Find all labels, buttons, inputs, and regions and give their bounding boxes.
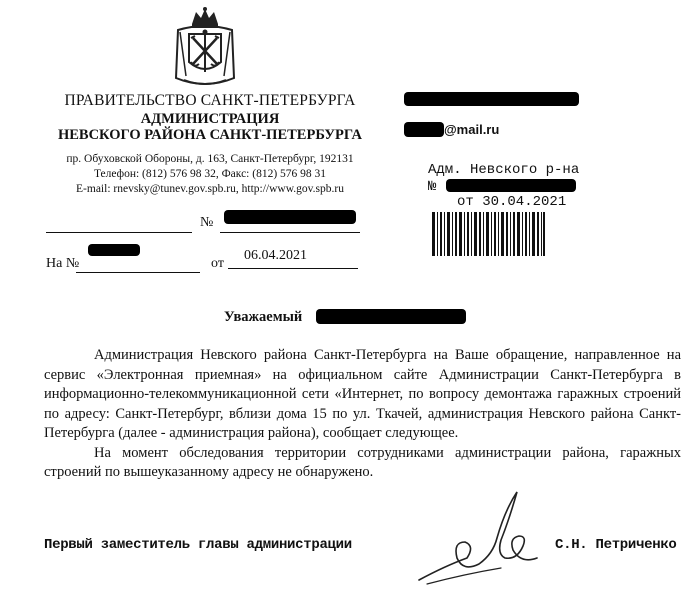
redacted-recipient-name [404, 92, 579, 106]
handwritten-signature-icon [405, 480, 545, 590]
redacted-outgoing-number [224, 210, 356, 224]
administration-title-line1: АДМИНИСТРАЦИЯ [140, 111, 280, 127]
redacted-recipient-email [404, 122, 444, 137]
stamp-number-label: № [428, 179, 437, 195]
redacted-stamp-number [446, 179, 576, 192]
reply-to-label: На № [46, 256, 80, 271]
outgoing-number-line-left [46, 232, 192, 233]
stamp-date: от 30.04.2021 [457, 194, 567, 210]
stamp-office: Адм. Невского р-на [428, 162, 580, 178]
government-title: ПРАВИТЕЛЬСТВО САНКТ-ПЕТЕРБУРГА [64, 92, 356, 109]
recipient-email-domain: @mail.ru [444, 122, 500, 137]
incoming-number-line [76, 272, 200, 273]
letter-body [44, 346, 681, 483]
incoming-date: 06.04.2021 [244, 248, 307, 263]
email-web-line: E-mail: rnevsky@tunev.gov.spb.ru, http://www.gov.spb.ru [76, 183, 344, 195]
redacted-addressee-name [316, 309, 466, 324]
signatory-title: Первый заместитель главы администрации [44, 537, 352, 553]
redacted-incoming-number [88, 244, 140, 256]
address-line: пр. Обуховской Обороны, д. 163, Санкт-Петербург, 192131 [66, 153, 354, 165]
from-label: от [211, 256, 224, 271]
body-paragraph-2: На момент обследования территории сотрудниками администрации района, гаражных строений по вышеуказанному адресу не обнаружено. [44, 444, 681, 480]
administration-title-line2: НЕВСКОГО РАЙОНА САНКТ-ПЕТЕРБУРГА [57, 127, 363, 143]
coat-of-arms-icon [172, 6, 238, 90]
signatory-name: С.Н. Петриченко [555, 537, 677, 553]
incoming-date-line [228, 268, 358, 269]
barcode-icon [432, 212, 545, 256]
phone-line: Телефон: (812) 576 98 32, Факс: (812) 576 98 31 [93, 168, 327, 180]
outgoing-number-line-right [220, 232, 360, 233]
greeting: Уважаемый [224, 309, 303, 325]
outgoing-number-label: № [200, 215, 214, 230]
body-paragraph-1: Администрация Невского района Санкт-Петербурга на Ваше обращение, направленное на сервис «Электронная приемная» на официальном сайте Администрации Санкт-Петербурга в информационно-телекоммуникационной сети «Интернет, по вопросу демонтажа гаражных строений по адресу: Санкт-Петербург, вблизи дома 15 по ул. Ткачей, администрация Невского района Санкт-Петербурга (далее - администрация района), сообщает следующее. [44, 347, 681, 441]
